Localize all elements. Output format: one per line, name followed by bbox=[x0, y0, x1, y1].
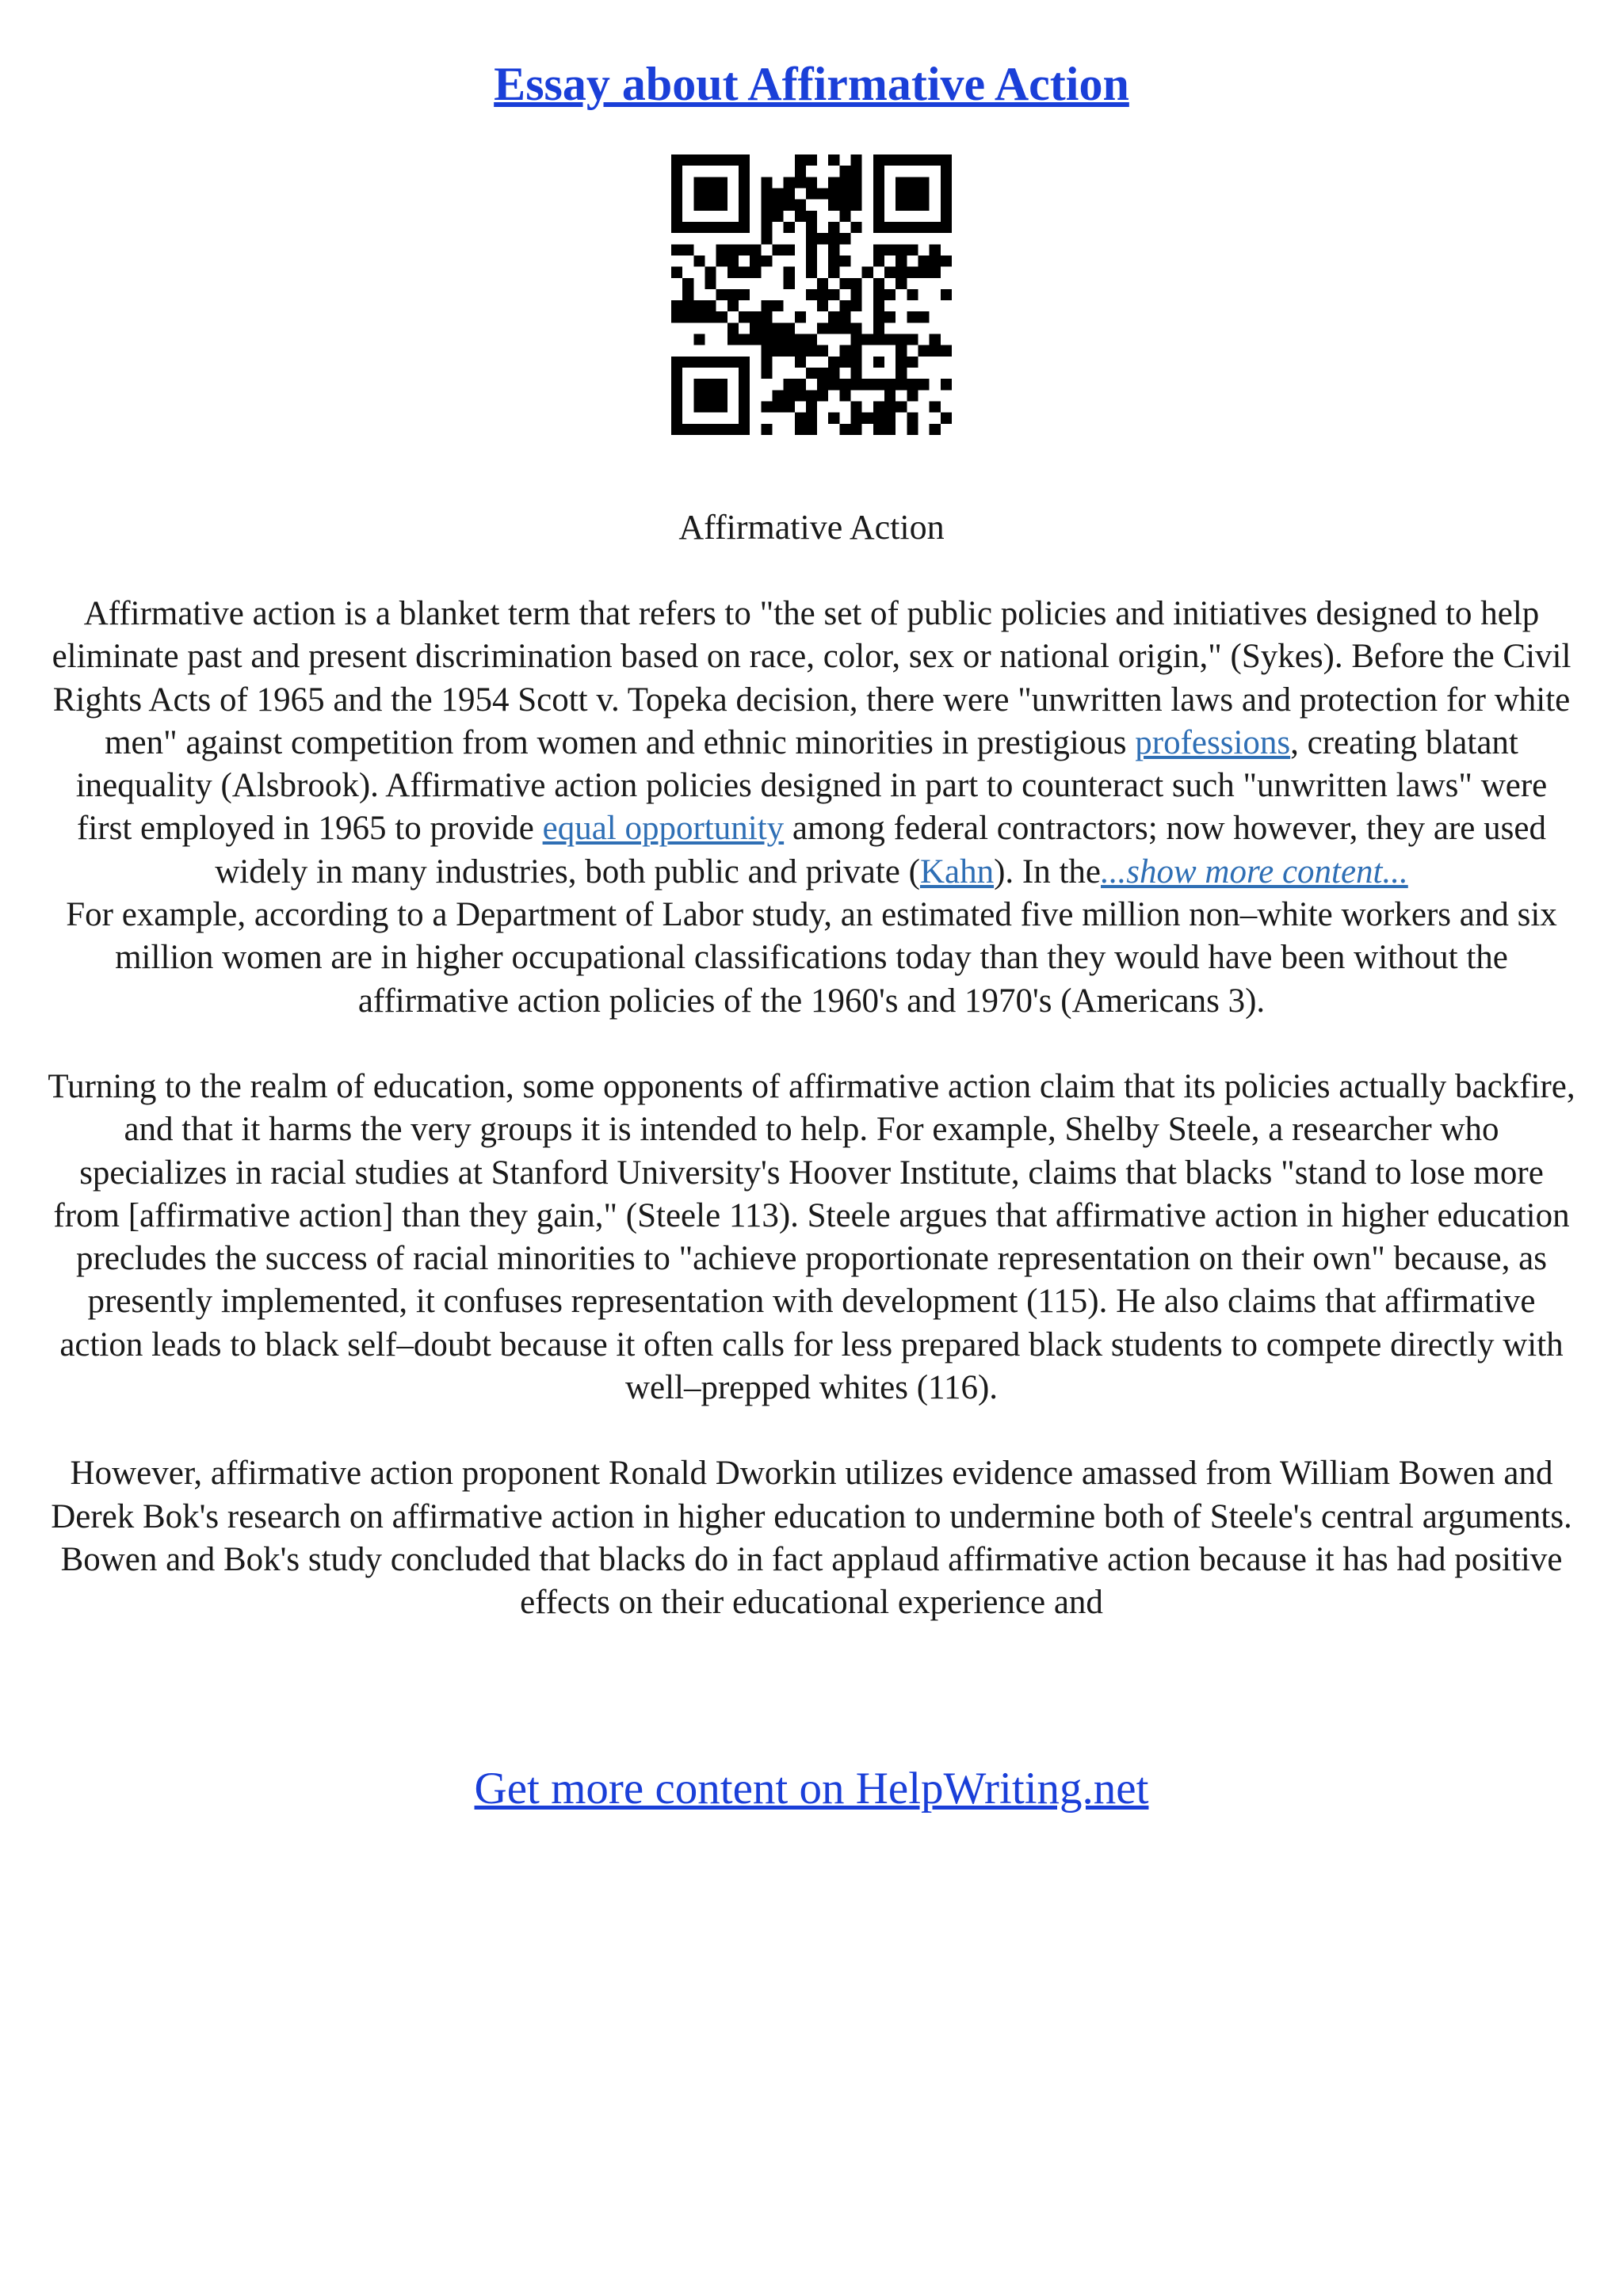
show-more-link[interactable]: ...show more content... bbox=[1101, 852, 1408, 891]
helpwriting-link[interactable]: Get more content on HelpWriting.net bbox=[474, 1764, 1149, 1814]
link-professions[interactable]: professions bbox=[1135, 723, 1291, 761]
paragraph-intro-part1: Affirmative action is a blanket term that refers to "the set of public policies and initiatives designed to help eliminate past and present discrimination based on race, color, sex or national origin," (Sykes). Before the Civil Rights Acts of 1965 and the 1954 Scott v. Topeka decision, there were "unwritten laws and protection for white men" against competition from women and ethnic minorities in prestigious bbox=[52, 595, 1571, 761]
paragraph-dworkin: However, affirmative action proponent Ronald Dworkin utilizes evidence amassed from William Bowen and Derek Bok's research on affirmative action in higher education to undermine both of Steele's central arguments. Bowen and Bok's study concluded that blacks do in fact applaud affirmative action because it has had positive effects on their educational experience and bbox=[51, 1455, 1572, 1622]
qr-code-icon bbox=[671, 154, 952, 435]
essay-body bbox=[48, 593, 1575, 1668]
paragraph-intro-part4: ). In the bbox=[994, 852, 1101, 891]
essay-subtitle: Affirmative Action bbox=[678, 508, 945, 547]
paragraph-example: For example, according to a Department of Labor study, an estimated five million non–white workers and six million women are in higher occupational classifications today than they would have been without the affirmative action policies of the 1960's and 1970's (Americans 3). bbox=[66, 896, 1557, 1020]
paragraph-intro-part3: among federal contractors; now however, they are used widely in many industries, both public and private ( bbox=[215, 810, 1546, 891]
paragraph-intro-part2: , creating blatant inequality (Alsbrook). Affirmative action policies designed in part to counteract such "unwritten laws" were first employed in 1965 to provide bbox=[75, 723, 1548, 848]
essay-title-link[interactable]: Essay about Affirmative Action bbox=[494, 58, 1129, 110]
paragraph-education: Turning to the realm of education, some opponents of affirmative action claim that its policies actually backfire, and that it harms the very groups it is intended to help. For example, Shelby Steele, a researcher who specializes in racial studies at Stanford University's Hoover Institute, claims that blacks "stand to lose more from [affirmative action] than they gain," (Steele 113). Steele argues that affirmative action in higher education precludes the success of racial minorities to "achieve proportionate representation on their own" because, as presently implemented, it confuses representation with development (115). He also claims that affirmative action leads to black self–doubt because it often calls for less prepared black students to compete directly with well–prepped whites (116). bbox=[48, 1067, 1575, 1407]
link-equal-opportunity[interactable]: equal opportunity bbox=[542, 810, 785, 848]
paragraph-intro bbox=[48, 593, 1575, 894]
link-kahn[interactable]: Kahn bbox=[919, 852, 995, 891]
